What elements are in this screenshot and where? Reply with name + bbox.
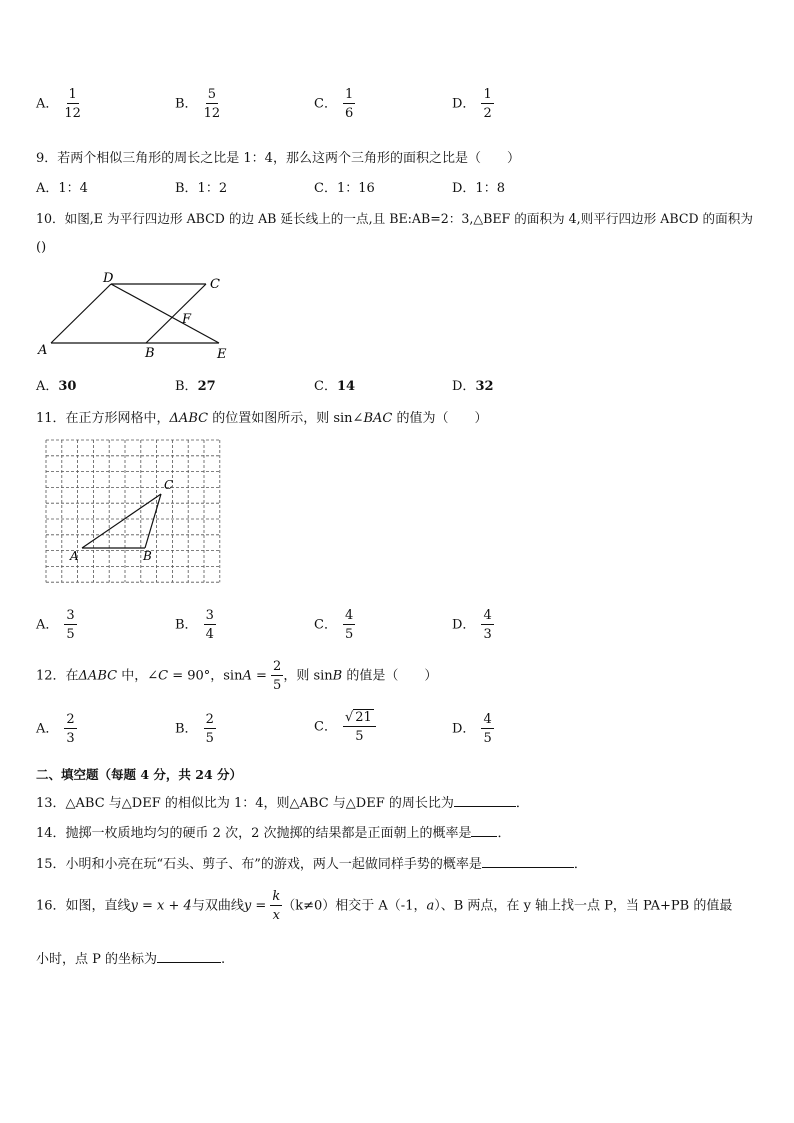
q11-text: 的位置如图所示，则 sin∠	[208, 411, 364, 426]
q12-text: ，则 sin	[283, 668, 333, 684]
q10-option-c[interactable]	[314, 375, 355, 394]
q9-option-c[interactable]: C．1：16	[314, 181, 375, 196]
denominator: x	[272, 908, 280, 923]
q12-option-d[interactable]	[452, 713, 494, 745]
segment-ac	[82, 494, 161, 548]
q12-text: 的值是（ ）	[342, 668, 438, 684]
q9-question: 9．若两个相似三角形的周长之比是 1：4，那么这两个三角形的面积之比是（ ）	[36, 151, 520, 166]
section-title: 二、填空题（每题 4 分，共 24 分）	[36, 767, 243, 782]
q13-text: 13．△ABC 与△DEF 的相似比为 1：4，则△ABC 与△DEF 的周长比为	[36, 796, 454, 811]
option-label: D．	[452, 379, 476, 394]
numerator: 2	[205, 712, 214, 727]
answer-blank[interactable]	[471, 824, 497, 837]
q11-option-d[interactable]	[452, 609, 494, 641]
option-value: 14	[336, 379, 356, 394]
answer-blank[interactable]	[482, 855, 574, 868]
angle-name: BAC	[363, 411, 393, 426]
equals: =	[251, 668, 272, 684]
q11-question	[36, 407, 487, 426]
label-e: E	[217, 347, 227, 362]
q8-option-d[interactable]	[452, 88, 494, 120]
fraction	[204, 609, 216, 641]
numerator: 1	[68, 87, 77, 102]
label-a: A	[70, 549, 79, 563]
answer-blank[interactable]	[454, 794, 516, 807]
denominator: 5	[273, 678, 282, 693]
fraction	[270, 890, 282, 922]
label-b: B	[143, 549, 152, 563]
numerator: k	[272, 889, 281, 904]
q13-end: ．	[515, 796, 529, 811]
q10-parallelogram-figure	[34, 266, 244, 362]
numerator: 4	[483, 608, 492, 623]
q16-text: 小时，点 P 的坐标为	[36, 952, 158, 967]
q8-option-c[interactable]	[314, 88, 355, 120]
numerator: 2	[273, 659, 282, 674]
label-b: B	[145, 346, 155, 361]
option-value: 30	[58, 379, 77, 394]
q15-text: 15．小明和小亮在玩“石头、剪子、布”的游戏，两人一起做同样手势的概率是	[36, 857, 482, 872]
equals: =	[251, 898, 271, 914]
fraction	[64, 609, 76, 641]
q9-option-a[interactable]: A．1：4	[36, 181, 88, 196]
segment-de	[111, 284, 219, 343]
denominator: 5	[66, 627, 75, 642]
q11-text: 11．在正方形网格中，	[36, 411, 170, 426]
q11-grid-figure	[44, 438, 222, 586]
label-c: C	[210, 277, 220, 292]
numerator: 1	[344, 87, 354, 102]
q13-question	[36, 792, 529, 811]
angle-c: C	[158, 668, 169, 684]
label-d: D	[103, 271, 114, 286]
q16-question-line2	[36, 948, 225, 967]
var-a: A	[242, 668, 252, 684]
numerator: 1	[483, 87, 492, 102]
numerator: 2	[66, 712, 75, 727]
q14-question	[36, 822, 511, 841]
denominator: 6	[344, 106, 354, 121]
fraction	[343, 711, 376, 743]
denominator: 5	[355, 729, 364, 744]
fraction	[343, 609, 355, 641]
q16-text: ）、B 两点，在 y 轴上找一点 P，当 PA+PB 的值最	[434, 898, 733, 914]
option-label: C．	[314, 617, 337, 633]
segment-ad	[51, 284, 111, 343]
triangle-symbol: ΔABC	[169, 411, 209, 426]
q8-option-b[interactable]	[175, 88, 220, 120]
option-label: A．	[36, 379, 59, 394]
fraction	[481, 88, 493, 120]
var-a: a	[426, 898, 435, 914]
fraction	[271, 660, 283, 692]
fraction	[204, 88, 221, 120]
q11-text: 的值为（ ）	[392, 411, 488, 426]
q10-option-a[interactable]	[36, 375, 76, 394]
var-b: B	[332, 668, 343, 684]
sqrt-radicand: 21	[355, 710, 372, 725]
option-label: B．	[175, 721, 198, 737]
q15-end: ．	[573, 857, 587, 872]
numerator: 3	[66, 608, 75, 623]
option-label: C．	[314, 719, 337, 735]
option-label: C．	[314, 379, 337, 394]
q14-text: 14．抛掷一枚质地均匀的硬币 2 次，2 次抛掷的结果都是正面朝上的概率是	[36, 826, 472, 841]
denominator: 5	[344, 627, 354, 642]
option-label: B．	[175, 617, 198, 633]
q12-option-c[interactable]	[314, 711, 376, 743]
fraction	[204, 713, 216, 745]
option-label: A．	[36, 721, 59, 737]
q11-option-a[interactable]	[36, 609, 77, 641]
fraction	[481, 609, 493, 641]
q15-question	[36, 853, 587, 872]
label-c: C	[164, 478, 174, 492]
q16-end: .	[221, 952, 226, 967]
q12-option-b[interactable]	[175, 713, 216, 745]
numerator: 3	[205, 608, 214, 623]
numerator: 5	[207, 87, 216, 102]
q8-option-a[interactable]	[36, 88, 81, 120]
fraction	[481, 713, 493, 745]
denominator: 12	[203, 106, 221, 121]
q9-option-b[interactable]: B．1：2	[175, 181, 228, 196]
numerator: 4	[483, 712, 492, 727]
q16-text: （k≠0）相交于 A（-1，	[282, 898, 427, 914]
q11-option-c[interactable]	[314, 609, 355, 641]
q12-text: 12．在	[36, 668, 79, 684]
var-y: y	[243, 898, 252, 914]
option-label: A．	[36, 96, 59, 112]
option-label: D．	[452, 96, 476, 112]
option-label: D．	[452, 617, 476, 633]
q14-end: ．	[497, 826, 511, 841]
numerator: √ 21	[343, 711, 376, 727]
denominator: 5	[205, 731, 214, 746]
q16-question	[36, 890, 732, 922]
option-value: 27	[197, 379, 216, 394]
triangle-symbol: ΔABC	[78, 668, 118, 684]
q10-option-b[interactable]	[175, 375, 216, 394]
label-a: A	[38, 343, 48, 358]
numerator: 4	[344, 608, 354, 623]
segment-bc	[145, 494, 161, 548]
q16-text: 与双曲线	[191, 898, 244, 914]
q16-text: 16．如图，直线	[36, 898, 131, 914]
label-f: F	[182, 312, 192, 327]
q11-option-b[interactable]	[175, 609, 216, 641]
denominator: 3	[483, 627, 492, 642]
denominator: 4	[205, 627, 214, 642]
segment-cb	[146, 284, 206, 343]
denominator: 5	[483, 731, 492, 746]
q10-question-paren: ()	[36, 240, 47, 255]
q12-text: = 90°，sin	[168, 668, 243, 684]
denominator: 3	[66, 731, 75, 746]
option-value: 32	[475, 379, 494, 394]
q10-option-d[interactable]	[452, 375, 494, 394]
option-label: B．	[175, 379, 198, 394]
denominator: 12	[64, 106, 81, 121]
line-equation: y = x + 4	[130, 898, 192, 914]
q9-option-d[interactable]: D．1：8	[452, 181, 505, 196]
option-label: B．	[175, 96, 198, 112]
answer-blank[interactable]	[157, 950, 221, 963]
q10-question: 10．如图,E 为平行四边形 ABCD 的边 AB 延长线上的一点,且 BE:AB=2：3,△BEF 的面积为 4,则平行四边形 ABCD 的面积为	[36, 211, 753, 226]
fraction	[64, 713, 76, 745]
q12-question	[36, 660, 437, 692]
fraction	[64, 88, 81, 120]
q12-text: 中，∠	[117, 668, 159, 684]
fraction	[343, 88, 355, 120]
option-label: D．	[452, 721, 476, 737]
option-label: A．	[36, 617, 59, 633]
denominator: 2	[483, 106, 492, 121]
option-label: C．	[314, 96, 337, 112]
q12-option-a[interactable]	[36, 713, 77, 745]
